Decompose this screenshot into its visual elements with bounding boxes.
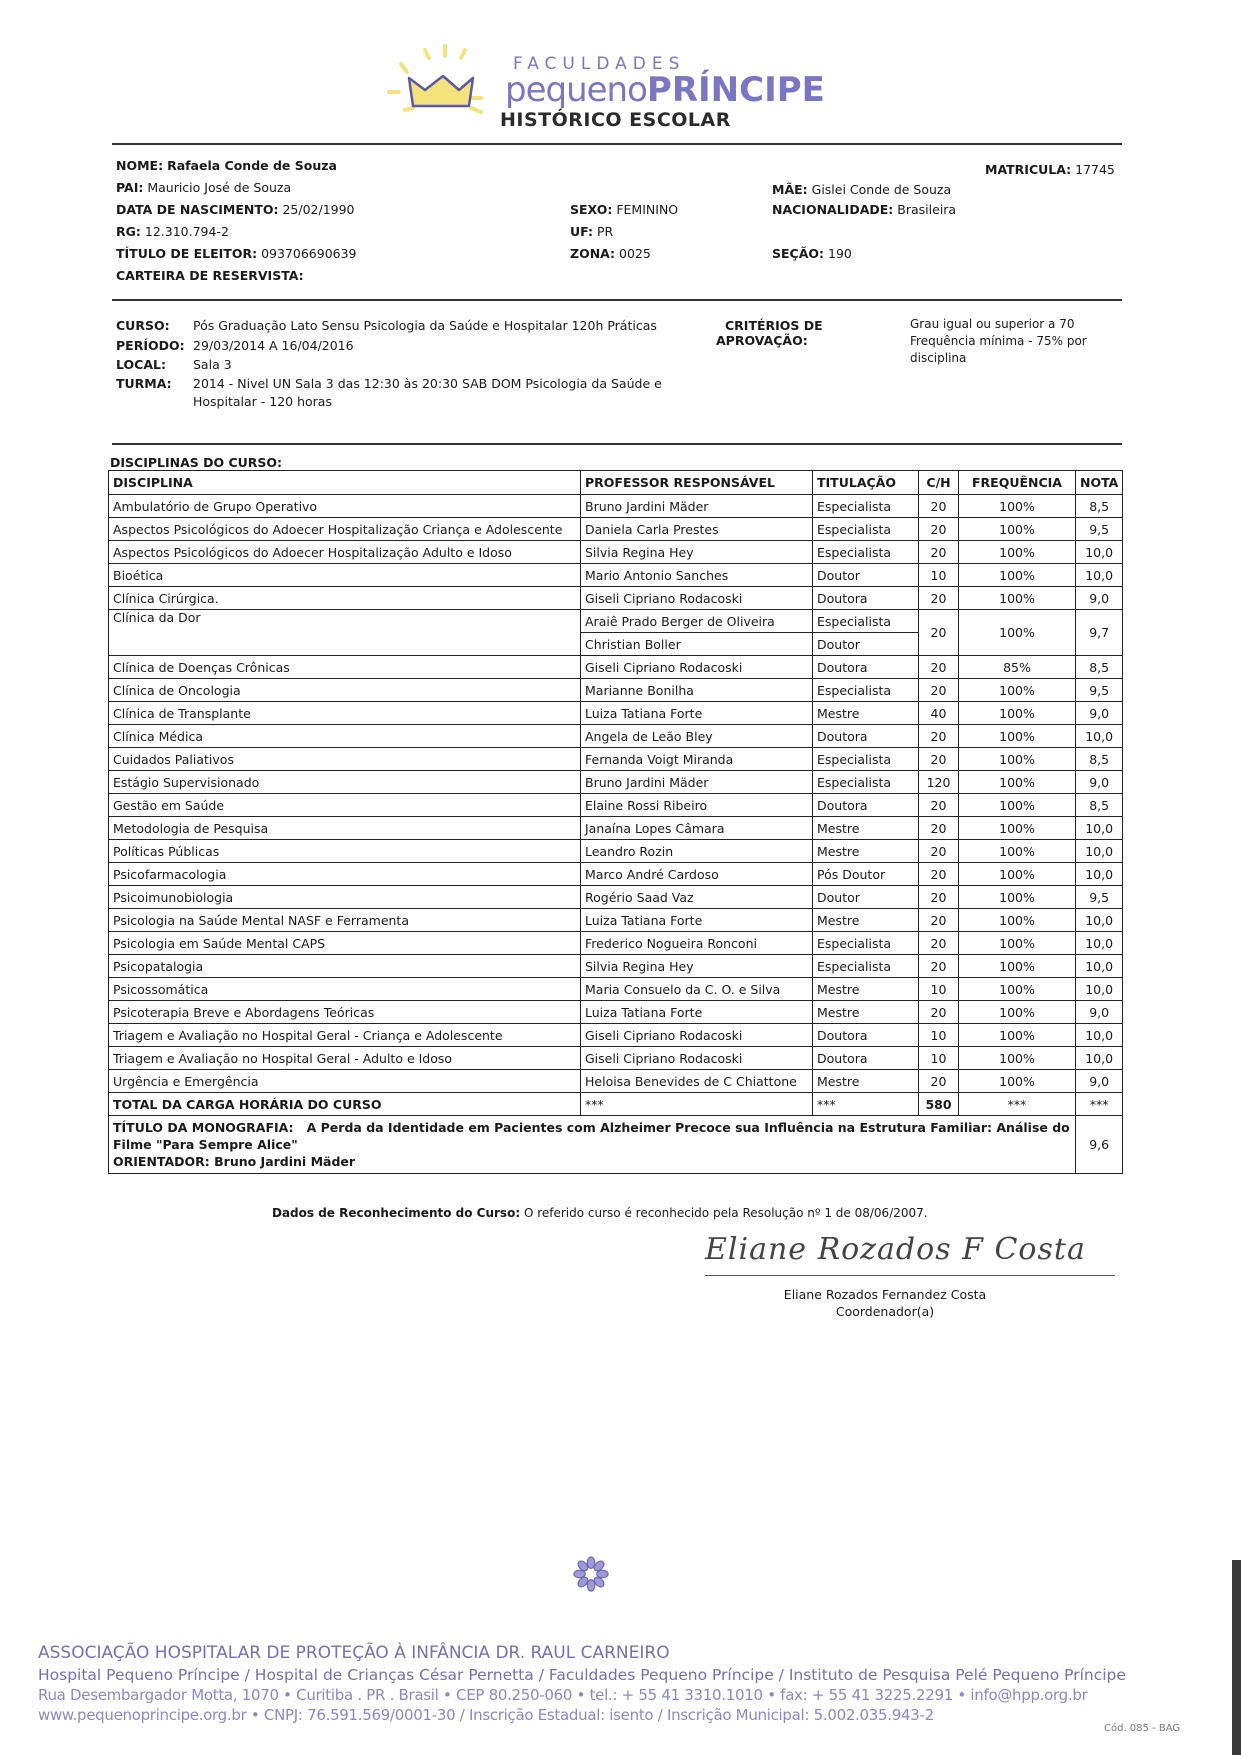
field-mae: MÃE: Gislei Conde de Souza — [772, 182, 952, 197]
cell-titulacao: Doutora — [813, 1047, 919, 1070]
cell-frequencia: 100% — [959, 679, 1076, 702]
table-row — [109, 564, 1123, 587]
cell-disciplina: Clínica Médica — [109, 725, 581, 748]
cell-professor: Fernanda Voigt Miranda — [581, 748, 813, 771]
col-titulacao: TITULAÇÃO — [813, 471, 919, 495]
cell-titulacao: Mestre — [813, 978, 919, 1001]
cell-frequencia: 100% — [959, 610, 1076, 656]
logo-name — [505, 70, 825, 110]
divider — [112, 299, 1122, 301]
cell-disciplina: Clínica de Transplante — [109, 702, 581, 725]
cell-ch: 20 — [919, 932, 959, 955]
footer-institutions: Hospital Pequeno Príncipe / Hospital de Crianças César Pernetta / Faculdades Pequeno Príncipe / Instituto de Pesquisa Pelé Pequeno Príncipe — [38, 1666, 1126, 1684]
col-disciplina: DISCIPLINA — [109, 471, 581, 495]
cell-frequencia: 100% — [959, 564, 1076, 587]
cell-professor: Maria Consuelo da C. O. e Silva — [581, 978, 813, 1001]
cell-frequencia: 100% — [959, 978, 1076, 1001]
field-uf: UF: PR — [570, 224, 614, 239]
table-row — [109, 863, 1123, 886]
cell-frequencia: 100% — [959, 932, 1076, 955]
col-ch: C/H — [919, 471, 959, 495]
cell-nota: 8,5 — [1076, 495, 1123, 518]
monografia-cell — [109, 1116, 1076, 1174]
cell-titulacao: Especialista — [813, 541, 919, 564]
cell-frequencia: 100% — [959, 1047, 1076, 1070]
cell-ch: 20 — [919, 1001, 959, 1024]
cell-frequencia: 100% — [959, 1024, 1076, 1047]
cell-disciplina: Aspectos Psicológicos do Adoecer Hospitalização Adulto e Idoso — [109, 541, 581, 564]
criterios-1: Grau igual ou superior a 70 — [910, 317, 1075, 331]
cell-nota: 9,5 — [1076, 886, 1123, 909]
cell-nota: 10,0 — [1076, 817, 1123, 840]
cell-disciplina: Clínica Cirúrgica. — [109, 587, 581, 610]
field-reservista: CARTEIRA DE RESERVISTA: — [116, 268, 304, 283]
cell-titulacao: Especialista — [813, 610, 919, 633]
cell-nota: 8,5 — [1076, 656, 1123, 679]
cell-professor: Mario Antonio Sanches — [581, 564, 813, 587]
cell-disciplina: Triagem e Avaliação no Hospital Geral - Adulto e Idoso — [109, 1047, 581, 1070]
total-freq: *** — [959, 1093, 1076, 1116]
cell-nota: 10,0 — [1076, 541, 1123, 564]
field-secao: SEÇÃO: 190 — [772, 246, 852, 261]
cell-professor: Angela de Leão Bley — [581, 725, 813, 748]
field-curso-label: CURSO: — [116, 318, 170, 333]
cell-disciplina: Psicopatalogia — [109, 955, 581, 978]
field-periodo: 29/03/2014 A 16/04/2016 — [193, 338, 354, 353]
cell-ch: 20 — [919, 909, 959, 932]
cell-professor: Marco André Cardoso — [581, 863, 813, 886]
footer — [38, 1643, 1126, 1724]
cell-frequencia: 100% — [959, 909, 1076, 932]
table-row — [109, 495, 1123, 518]
table-row — [109, 909, 1123, 932]
cell-titulacao: Mestre — [813, 702, 919, 725]
cell-professor: Luiza Tatiana Forte — [581, 909, 813, 932]
cell-titulacao: Mestre — [813, 840, 919, 863]
monografia-title: A Perda da Identidade em Pacientes com Alzheimer Precoce sua Influência na Estrutura Familiar: Análise do Filme "Para Sempre Alice" — [113, 1120, 1070, 1152]
cell-ch: 20 — [919, 794, 959, 817]
cell-titulacao: Doutor — [813, 564, 919, 587]
field-nascimento: DATA DE NASCIMENTO: 25/02/1990 — [116, 202, 355, 217]
cell-titulacao: Pós Doutor — [813, 863, 919, 886]
monografia-label: TÍTULO DA MONOGRAFIA: — [113, 1120, 294, 1135]
cell-professor: Rogério Saad Vaz — [581, 886, 813, 909]
col-professor: PROFESSOR RESPONSÁVEL — [581, 471, 813, 495]
orientador-label: ORIENTADOR: — [113, 1154, 210, 1169]
table-row — [109, 610, 1123, 633]
table-row — [109, 1001, 1123, 1024]
cell-frequencia: 100% — [959, 863, 1076, 886]
student-name: Rafaela Conde de Souza — [167, 158, 337, 173]
table-row — [109, 725, 1123, 748]
cell-ch: 20 — [919, 679, 959, 702]
cell-ch: 120 — [919, 771, 959, 794]
cell-nota: 10,0 — [1076, 978, 1123, 1001]
cell-ch: 20 — [919, 863, 959, 886]
cell-professor: Araiê Prado Berger de Oliveira — [581, 610, 813, 633]
cell-ch: 20 — [919, 886, 959, 909]
cell-titulacao: Especialista — [813, 495, 919, 518]
field-turma-label: TURMA: — [116, 376, 172, 391]
cell-professor: Leandro Rozin — [581, 840, 813, 863]
col-nota: NOTA — [1076, 471, 1123, 495]
institution-logo — [385, 42, 845, 132]
cell-disciplina: Aspectos Psicológicos do Adoecer Hospitalização Criança e Adolescente — [109, 518, 581, 541]
table-row — [109, 886, 1123, 909]
field-nome: NOME: Rafaela Conde de Souza — [116, 158, 337, 173]
logo-name-light: pequeno — [505, 70, 647, 110]
footer-registration: www.pequenoprincipe.org.br • CNPJ: 76.591.569/0001-30 / Inscrição Estadual: isento / Inscrição Municipal: 5.002.035.943-2 — [38, 1706, 934, 1724]
cell-ch: 20 — [919, 495, 959, 518]
total-row — [109, 1093, 1123, 1116]
table-row — [109, 955, 1123, 978]
logo-name-bold: PRÍNCIPE — [646, 70, 825, 110]
cell-ch: 10 — [919, 564, 959, 587]
cell-titulacao: Mestre — [813, 1070, 919, 1093]
cell-frequencia: 100% — [959, 1070, 1076, 1093]
cell-nota: 10,0 — [1076, 932, 1123, 955]
cell-professor: Luiza Tatiana Forte — [581, 702, 813, 725]
field-turma-2: Hospitalar - 120 horas — [193, 394, 332, 409]
field-titulo-eleitor: TÍTULO DE ELEITOR: 093706690639 — [116, 246, 357, 261]
table-row — [109, 541, 1123, 564]
cell-nota: 9,0 — [1076, 771, 1123, 794]
cell-professor: Luiza Tatiana Forte — [581, 1001, 813, 1024]
field-nacionalidade: NACIONALIDADE: Brasileira — [772, 202, 957, 217]
cell-titulacao: Doutora — [813, 656, 919, 679]
recognition-text: Dados de Reconhecimento do Curso: O referido curso é reconhecido pela Resolução nº 1 de 08/06/2007. — [272, 1206, 928, 1220]
cell-ch: 20 — [919, 518, 959, 541]
cell-nota: 9,0 — [1076, 702, 1123, 725]
criterios-label-1: CRITÉRIOS DE — [725, 318, 823, 333]
field-periodo-label: PERÍODO: — [116, 338, 185, 353]
cell-nota: 9,0 — [1076, 587, 1123, 610]
table-row — [109, 702, 1123, 725]
cell-nota: 10,0 — [1076, 564, 1123, 587]
cell-titulacao: Doutor — [813, 633, 919, 656]
cell-professor: Marianne Bonilha — [581, 679, 813, 702]
section-title: DISCIPLINAS DO CURSO: — [110, 455, 283, 470]
cell-titulacao: Doutor — [813, 886, 919, 909]
cell-professor: Giseli Cipriano Rodacoski — [581, 587, 813, 610]
cell-disciplina: Estágio Supervisionado — [109, 771, 581, 794]
logo-faculdades-text: FACULDADES — [513, 54, 686, 74]
cell-disciplina: Cuidados Paliativos — [109, 748, 581, 771]
table-row — [109, 748, 1123, 771]
cell-nota: 9,7 — [1076, 610, 1123, 656]
cell-titulacao: Especialista — [813, 679, 919, 702]
cell-nota: 8,5 — [1076, 794, 1123, 817]
table-row — [109, 771, 1123, 794]
cell-professor: Christian Boller — [581, 633, 813, 656]
cell-disciplina: Ambulatório de Grupo Operativo — [109, 495, 581, 518]
monografia-row — [109, 1116, 1123, 1174]
cell-frequencia: 100% — [959, 748, 1076, 771]
cell-titulacao: Doutora — [813, 587, 919, 610]
field-matricula: MATRICULA: 17745 — [985, 162, 1115, 177]
cell-nota: 10,0 — [1076, 1047, 1123, 1070]
cell-nota: 10,0 — [1076, 955, 1123, 978]
cell-ch: 20 — [919, 955, 959, 978]
cell-professor: Heloisa Benevides de C Chiattone — [581, 1070, 813, 1093]
divider — [112, 143, 1122, 145]
signature: Eliane Rozados F Costa — [705, 1232, 1086, 1267]
cell-disciplina: Psicologia na Saúde Mental NASF e Ferramenta — [109, 909, 581, 932]
cell-ch: 20 — [919, 748, 959, 771]
cell-frequencia: 100% — [959, 1001, 1076, 1024]
table-row — [109, 1070, 1123, 1093]
cell-frequencia: 100% — [959, 495, 1076, 518]
cell-frequencia: 100% — [959, 886, 1076, 909]
orientador-name: Bruno Jardini Mäder — [214, 1154, 356, 1169]
table-header-row — [109, 471, 1123, 495]
cell-ch: 10 — [919, 1024, 959, 1047]
table-row — [109, 817, 1123, 840]
signatory — [700, 1286, 1070, 1320]
field-pai: PAI: Mauricio José de Souza — [116, 180, 292, 195]
cell-nota: 9,0 — [1076, 1070, 1123, 1093]
cell-disciplina: Bioética — [109, 564, 581, 587]
cell-nota: 9,5 — [1076, 518, 1123, 541]
cell-professor: Giseli Cipriano Rodacoski — [581, 1024, 813, 1047]
cell-frequencia: 100% — [959, 840, 1076, 863]
cell-professor: Elaine Rossi Ribeiro — [581, 794, 813, 817]
scan-edge — [1232, 1560, 1241, 1755]
cell-disciplina: Psicoimunobiologia — [109, 886, 581, 909]
signatory-name: Eliane Rozados Fernandez Costa — [783, 1287, 987, 1302]
footer-association: ASSOCIAÇÃO HOSPITALAR DE PROTEÇÃO À INFÂNCIA DR. RAUL CARNEIRO — [38, 1643, 670, 1663]
criterios-2: Frequência mínima - 75% por — [910, 334, 1087, 348]
cell-professor: Bruno Jardini Mäder — [581, 495, 813, 518]
cell-nota: 8,5 — [1076, 748, 1123, 771]
cell-frequencia: 100% — [959, 518, 1076, 541]
cell-frequencia: 100% — [959, 771, 1076, 794]
table-row — [109, 840, 1123, 863]
document-code: Cód. 085 - BAG — [1104, 1723, 1181, 1734]
footer-address: Rua Desembargador Motta, 1070 • Curitiba . PR . Brasil • CEP 80.250-060 • tel.: + 55 41 3310.1010 • fax: + 55 41 3225.2291 • info@hpp.org.br — [38, 1686, 1088, 1704]
table-row — [109, 656, 1123, 679]
cell-professor: Silvia Regina Hey — [581, 541, 813, 564]
cell-frequencia: 100% — [959, 955, 1076, 978]
cell-disciplina: Psicologia em Saúde Mental CAPS — [109, 932, 581, 955]
field-zona: ZONA: 0025 — [570, 246, 651, 261]
cell-professor: Giseli Cipriano Rodacoski — [581, 1047, 813, 1070]
cell-titulacao: Especialista — [813, 771, 919, 794]
field-sexo: SEXO: FEMININO — [570, 202, 679, 217]
field-local-label: LOCAL: — [116, 357, 166, 372]
cell-titulacao: Doutora — [813, 725, 919, 748]
criterios-label-2: APROVAÇÃO: — [716, 333, 808, 348]
divider — [112, 443, 1122, 445]
total-label: TOTAL DA CARGA HORÁRIA DO CURSO — [109, 1093, 581, 1116]
cell-ch: 20 — [919, 587, 959, 610]
cell-professor: Frederico Nogueira Ronconi — [581, 932, 813, 955]
cell-frequencia: 85% — [959, 656, 1076, 679]
cell-frequencia: 100% — [959, 541, 1076, 564]
table-row — [109, 1024, 1123, 1047]
cell-ch: 20 — [919, 541, 959, 564]
cell-ch: 20 — [919, 840, 959, 863]
cell-professor: Daniela Carla Prestes — [581, 518, 813, 541]
cell-frequencia: 100% — [959, 725, 1076, 748]
disciplines-table — [108, 470, 1123, 1174]
cell-titulacao: Especialista — [813, 748, 919, 771]
cell-nota: 10,0 — [1076, 863, 1123, 886]
col-frequencia: FREQUÊNCIA — [959, 471, 1076, 495]
cell-ch: 20 — [919, 1070, 959, 1093]
signatory-role: Coordenador(a) — [835, 1304, 935, 1319]
field-curso: Pós Graduação Lato Sensu Psicologia da Saúde e Hospitalar 120h Práticas — [193, 318, 657, 333]
cell-titulacao: Mestre — [813, 817, 919, 840]
cell-professor: Giseli Cipriano Rodacoski — [581, 656, 813, 679]
cell-professor: Janaína Lopes Câmara — [581, 817, 813, 840]
cell-ch: 20 — [919, 656, 959, 679]
cell-nota: 10,0 — [1076, 725, 1123, 748]
cell-ch: 40 — [919, 702, 959, 725]
cell-disciplina: Clínica de Oncologia — [109, 679, 581, 702]
cell-titulacao: Especialista — [813, 932, 919, 955]
cell-disciplina: Clínica de Doenças Crônicas — [109, 656, 581, 679]
cell-professor: Bruno Jardini Mäder — [581, 771, 813, 794]
table-row — [109, 978, 1123, 1001]
cell-titulacao: Mestre — [813, 909, 919, 932]
cell-frequencia: 100% — [959, 817, 1076, 840]
table-row — [109, 1047, 1123, 1070]
cell-titulacao: Mestre — [813, 1001, 919, 1024]
cell-titulacao: Especialista — [813, 955, 919, 978]
flower-logo-icon — [572, 1553, 610, 1595]
table-row — [109, 587, 1123, 610]
cell-ch: 10 — [919, 978, 959, 1001]
table-row — [109, 794, 1123, 817]
cell-nota: 10,0 — [1076, 840, 1123, 863]
cell-disciplina: Triagem e Avaliação no Hospital Geral - Criança e Adolescente — [109, 1024, 581, 1047]
cell-frequencia: 100% — [959, 794, 1076, 817]
cell-titulacao: Especialista — [813, 518, 919, 541]
cell-disciplina: Políticas Públicas — [109, 840, 581, 863]
cell-ch: 20 — [919, 817, 959, 840]
cell-nota: 10,0 — [1076, 1024, 1123, 1047]
field-turma-1: 2014 - Nivel UN Sala 3 das 12:30 às 20:30 SAB DOM Psicologia da Saúde e — [193, 376, 662, 391]
field-rg: RG: 12.310.794-2 — [116, 224, 229, 239]
cell-professor: Silvia Regina Hey — [581, 955, 813, 978]
monografia-nota: 9,6 — [1076, 1116, 1123, 1174]
cell-disciplina: Metodologia de Pesquisa — [109, 817, 581, 840]
page-title: HISTÓRICO ESCOLAR — [500, 109, 731, 131]
criterios-3: disciplina — [910, 351, 967, 365]
cell-disciplina: Psicofarmacologia — [109, 863, 581, 886]
crown-icon — [385, 42, 485, 122]
cell-nota: 9,5 — [1076, 679, 1123, 702]
signature-line — [705, 1275, 1115, 1276]
total-ch: 580 — [919, 1093, 959, 1116]
cell-disciplina: Gestão em Saúde — [109, 794, 581, 817]
cell-frequencia: 100% — [959, 587, 1076, 610]
table-row — [109, 932, 1123, 955]
cell-disciplina: Psicossomática — [109, 978, 581, 1001]
cell-ch: 10 — [919, 1047, 959, 1070]
cell-titulacao: Doutora — [813, 794, 919, 817]
field-local: Sala 3 — [193, 357, 232, 372]
cell-ch: 20 — [919, 610, 959, 656]
cell-disciplina: Clínica da Dor — [109, 610, 581, 656]
cell-ch: 20 — [919, 725, 959, 748]
total-nota: *** — [1076, 1093, 1123, 1116]
table-row — [109, 518, 1123, 541]
cell-disciplina: Psicoterapia Breve e Abordagens Teóricas — [109, 1001, 581, 1024]
cell-disciplina: Urgência e Emergência — [109, 1070, 581, 1093]
cell-titulacao: Doutora — [813, 1024, 919, 1047]
cell-nota: 10,0 — [1076, 909, 1123, 932]
table-row — [109, 679, 1123, 702]
cell-frequencia: 100% — [959, 702, 1076, 725]
total-professor: *** — [581, 1093, 813, 1116]
total-titulacao: *** — [813, 1093, 919, 1116]
cell-nota: 9,0 — [1076, 1001, 1123, 1024]
